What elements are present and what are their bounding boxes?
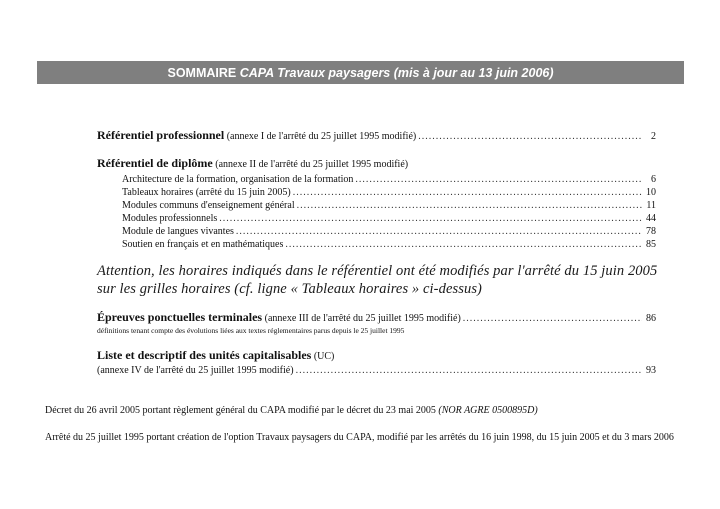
page-number: 44 xyxy=(646,213,656,224)
page-number: 93 xyxy=(646,365,656,376)
toc-detail: (annexe III de l'arrêté du 25 juillet 1995 modifié) xyxy=(262,313,461,324)
page-number: 86 xyxy=(646,313,656,324)
toc-entry-langues-vivantes[interactable] xyxy=(122,226,656,238)
toc-label: Tableaux horaires (arrêté du 15 juin 2005) xyxy=(122,187,291,198)
summary-banner xyxy=(37,61,684,84)
banner-prefix: SOMMAIRE xyxy=(167,65,240,80)
toc-label: Modules communs d'enseignement général xyxy=(122,200,295,211)
toc-label: (annexe IV de l'arrêté du 25 juillet 1995 modifié) xyxy=(97,365,294,376)
dot-leader xyxy=(236,226,642,238)
dot-leader xyxy=(219,213,642,225)
toc-title: Épreuves ponctuelles terminales xyxy=(97,310,263,324)
toc-entry-modules-communs[interactable] xyxy=(122,200,656,212)
dot-leader xyxy=(285,239,642,251)
section-detail: (annexe II de l'arrêté du 25 juillet 1995 modifié) xyxy=(212,159,409,170)
dot-leader xyxy=(293,187,642,199)
dot-leader xyxy=(418,131,642,143)
section-title: Liste et descriptif des unités capitalisables xyxy=(97,348,312,362)
dot-leader xyxy=(297,200,642,212)
epreuves-note: définitions tenant compte des évolutions liées aux textes réglementaires parus depuis le 25 juillet 1995 xyxy=(97,326,405,335)
toc-entry-epreuves[interactable] xyxy=(97,311,656,325)
page-number: 85 xyxy=(646,239,656,250)
toc-label: Module de langues vivantes xyxy=(122,226,234,237)
toc-entry-soutien[interactable] xyxy=(122,239,656,251)
page-number: 10 xyxy=(646,187,656,198)
toc-entry-liste-uc[interactable] xyxy=(97,365,656,377)
dot-leader xyxy=(463,313,642,325)
page-number: 2 xyxy=(651,131,656,142)
decret-reference: (NOR AGRE 0500895D) xyxy=(438,405,538,416)
section-liste-uc xyxy=(97,348,334,364)
toc-label: Modules professionnels xyxy=(122,213,218,224)
toc-label: Architecture de la formation, organisation de la formation xyxy=(122,174,354,185)
arrete-text: Arrêté du 25 juillet 1995 portant création de l'option Travaux paysagers du CAPA, modifié par les arrêtés du 16 juin 1998, du 15 juin 2005 et du 3 mars 2006 xyxy=(45,432,674,443)
page-number: 78 xyxy=(646,226,656,237)
page-number: 6 xyxy=(651,174,656,185)
dot-leader xyxy=(296,365,642,377)
section-title: Référentiel de diplôme xyxy=(97,156,213,170)
attention-line-1: Attention, les horaires indiqués dans le référentiel ont été modifiés par l'arrêté du 15 juin 2005 xyxy=(97,263,658,279)
dot-leader xyxy=(355,174,642,186)
toc-entry-modules-professionnels[interactable] xyxy=(122,213,656,225)
toc-entry-architecture[interactable] xyxy=(122,174,656,186)
toc-entry-tableaux-horaires[interactable] xyxy=(122,187,656,199)
attention-line-2: sur les grilles horaires (cf. ligne « Tableaux horaires » ci-dessus) xyxy=(97,281,482,297)
section-referentiel-diplome xyxy=(97,156,408,172)
toc-entry-referentiel-professionnel[interactable] xyxy=(97,129,656,143)
toc-detail: (annexe I de l'arrêté du 25 juillet 1995 modifié) xyxy=(224,131,417,142)
toc-label: Soutien en français et en mathématiques xyxy=(122,239,284,250)
decret-text xyxy=(45,404,685,418)
toc-title: Référentiel professionnel xyxy=(97,128,225,142)
section-suffix: (UC) xyxy=(311,351,335,362)
page-number: 11 xyxy=(646,200,656,211)
decret-body: Décret du 26 avril 2005 portant règlement général du CAPA modifié par le décret du 23 mai 2005 xyxy=(45,405,439,416)
banner-title: CAPA Travaux paysagers (mis à jour au 13 juin 2006) xyxy=(239,65,554,80)
